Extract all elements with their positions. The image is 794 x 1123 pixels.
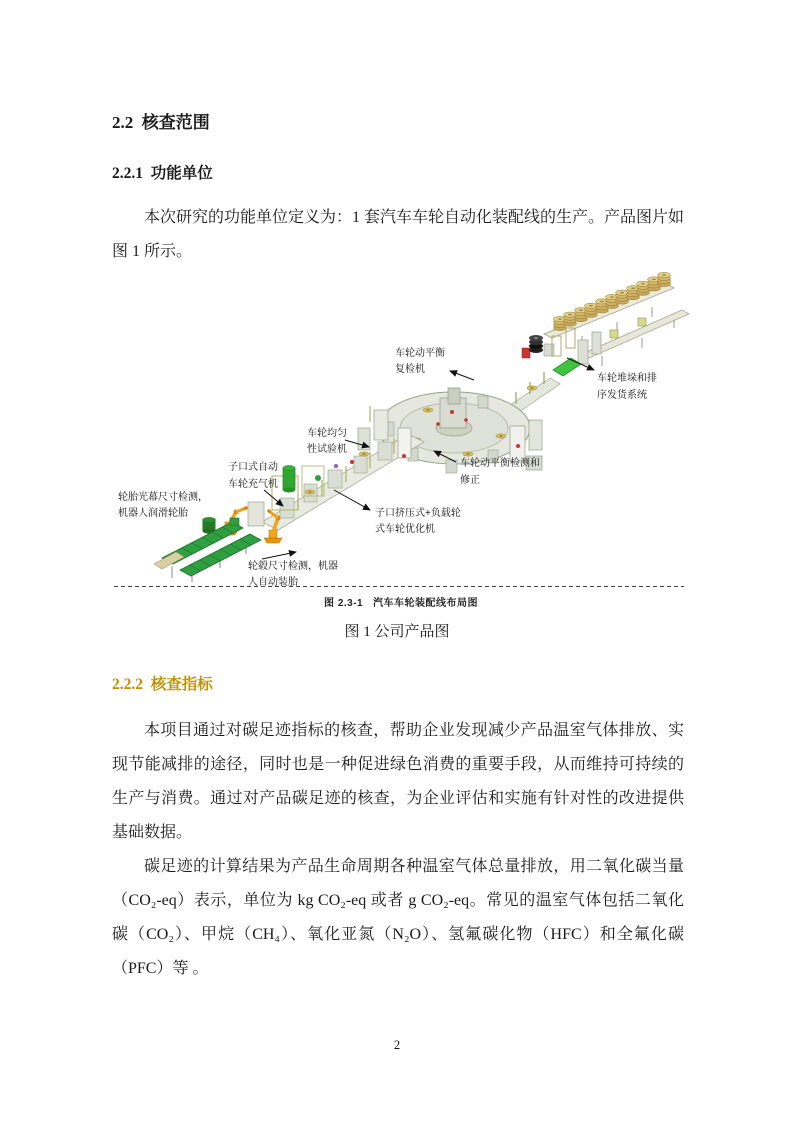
stacking-delivery-system [544, 272, 689, 366]
page-number: 2 [393, 1038, 401, 1052]
svg-text:性试验机: 性试验机 [307, 444, 347, 455]
subsection-heading-verification-indicator: 2.2.2 核查指标 [112, 676, 213, 693]
figure-inner-caption: 图 2.3-1 汽车车轮装配线布局图 [324, 598, 478, 609]
subsection-heading-functional-unit: 2.2.1 功能单位 [112, 165, 213, 182]
figure-caption: 图 1 公司产品图 [344, 624, 450, 640]
label-optimizer: 子口挤压式+负载轮 [375, 508, 461, 519]
section-heading: 2.2 核查范围 [112, 113, 210, 132]
svg-text:修正: 修正 [460, 475, 480, 486]
svg-text:复检机: 复检机 [395, 364, 425, 375]
infeed-machine [248, 502, 264, 526]
paragraph-functional-unit: 本次研究的功能单位定义为：1 套汽车车轮自动化装配线的生产。产品图片如图 1 所示。 [112, 209, 685, 260]
svg-text:式车轮优化机: 式车轮优化机 [375, 524, 435, 535]
paragraph-carbon-footprint-purpose: 本项目通过对碳足迹指标的核查，帮助企业发现减少产品温室气体排放、实现节能减排的途径，同时也是一种促进绿色消费的重要手段，从而维持可持续的生产与消费。通过对产品碳足迹的核查，为企业评估和实施有针对性的改进提供基础数据。 [112, 722, 684, 841]
label-balance-correction: 车轮动平衡检测和 [460, 458, 540, 469]
label-inflator: 子口式自动 [228, 462, 278, 473]
svg-text:序发货系统: 序发货系统 [597, 390, 647, 401]
label-stacking-system: 车轮堆垛和排 [597, 373, 657, 384]
svg-text:机器人润滑轮胎: 机器人润滑轮胎 [118, 508, 188, 519]
annotation-labels [118, 346, 657, 588]
svg-text:车轮充气机: 车轮充气机 [228, 479, 278, 490]
label-balance-recheck: 车轮动平衡 [395, 348, 445, 359]
transfer-ramp [553, 358, 581, 376]
paragraph-carbon-footprint-result: 碳足迹的计算结果为产品生命周期各种温室气体总量排放，用二氧化碳当量（CO₂-eq）表示，单位为 kg CO₂-eq 或者 g CO₂-eq。常见的温室气体包括二氧化碳（CO₂）、甲烷（CH₄）、氧化亚氮（N₂O）、氢氟碳化物（HFC）和全氟化碳（PFC）等 。 [112, 858, 684, 977]
assembly-line-diagram [112, 270, 690, 588]
svg-text:人自动装胎: 人自动装胎 [248, 577, 298, 588]
label-light-curtain: 轮胎光幕尺寸检测， [118, 492, 208, 503]
label-hub-detection: 轮毂尺寸检测，机器 [248, 561, 338, 572]
label-uniformity-tester: 车轮均匀 [307, 428, 347, 439]
assembly-line-figure [112, 270, 690, 618]
